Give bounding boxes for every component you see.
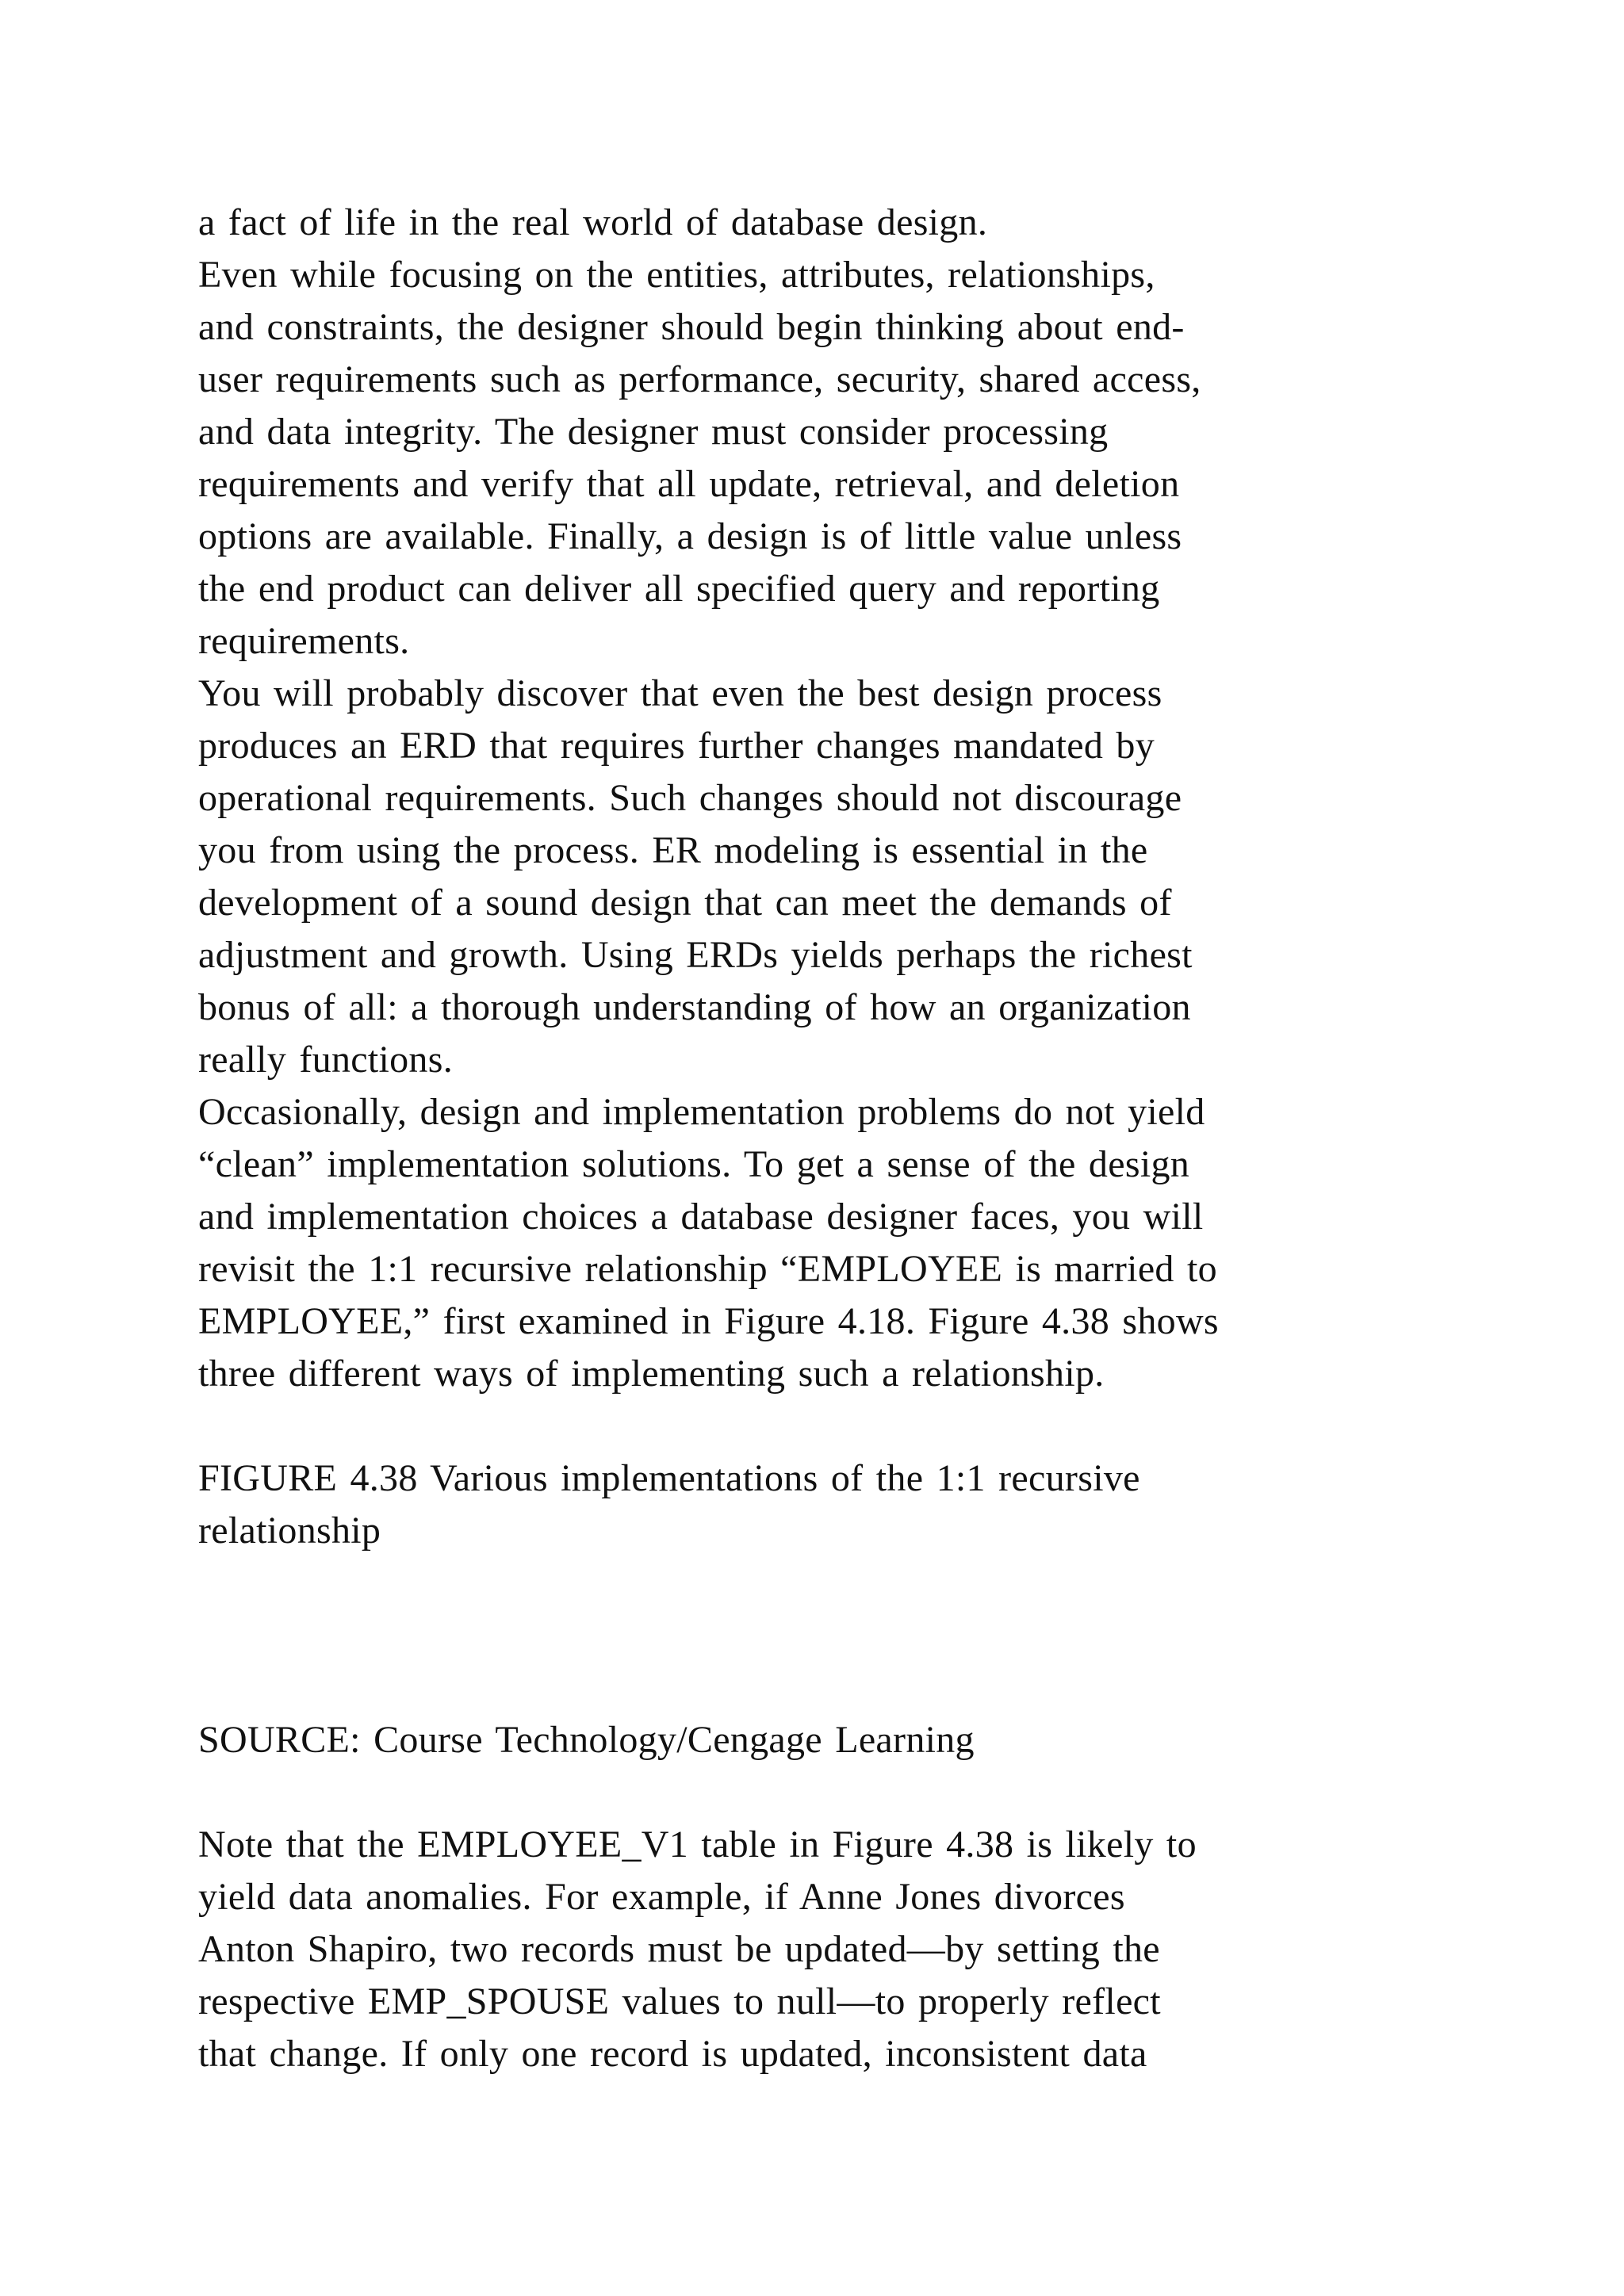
paragraph-requirements	[198, 249, 1435, 668]
source-credit: SOURCE: Course Technology/Cengage Learning	[198, 1719, 975, 1761]
caption-line: FIGURE 4.38 Various implementations of the 1:1 recursive	[198, 1457, 1140, 1499]
text-line: produces an ERD that requires further changes mandated by	[198, 725, 1155, 767]
text-line: yield data anomalies. For example, if Anne Jones divorces	[198, 1876, 1125, 1918]
text-line: you from using the process. ER modeling is essential in the	[198, 829, 1148, 871]
text-line: “clean” implementation solutions. To get a sense of the design	[198, 1143, 1190, 1185]
text-line: the end product can deliver all specified query and reporting	[198, 568, 1160, 610]
text-line: that change. If only one record is updated, inconsistent data	[198, 2033, 1147, 2075]
text-line: three different ways of implementing such a relationship.	[198, 1353, 1105, 1395]
text-line: and data integrity. The designer must consider processing	[198, 411, 1109, 453]
text-line: EMPLOYEE,” first examined in Figure 4.18. Figure 4.38 shows	[198, 1300, 1219, 1342]
paragraph-erd-changes	[198, 668, 1435, 1086]
text-line: requirements.	[198, 620, 410, 662]
text-line: a fact of life in the real world of database design.	[198, 201, 988, 243]
text-line: Even while focusing on the entities, attributes, relationships,	[198, 254, 1155, 296]
figure-placeholder	[198, 1557, 1435, 1714]
text-line: bonus of all: a thorough understanding of how an organization	[198, 986, 1191, 1028]
text-line: requirements and verify that all update, retrieval, and deletion	[198, 463, 1180, 505]
paragraph-intro	[198, 197, 1435, 249]
paragraph-spacer	[198, 1400, 1435, 1452]
text-line: and implementation choices a database designer faces, you will	[198, 1196, 1204, 1238]
text-line: adjustment and growth. Using ERDs yields perhaps the richest	[198, 934, 1193, 976]
document-page	[198, 197, 1435, 2080]
text-line: really functions.	[198, 1039, 454, 1081]
paragraph-implementation	[198, 1086, 1435, 1400]
text-line: user requirements such as performance, security, shared access,	[198, 358, 1201, 400]
paragraph-anomalies	[198, 1819, 1435, 2080]
figure-caption	[198, 1452, 1435, 1557]
text-line: and constraints, the designer should begin thinking about end-	[198, 306, 1185, 348]
text-line: Note that the EMPLOYEE_V1 table in Figure 4.38 is likely to	[198, 1823, 1197, 1866]
text-line: development of a sound design that can meet the demands of	[198, 882, 1172, 924]
text-line: operational requirements. Such changes should not discourage	[198, 777, 1182, 819]
text-line: options are available. Finally, a design is of little value unless	[198, 515, 1182, 557]
text-line: You will probably discover that even the best design process	[198, 672, 1162, 714]
paragraph-spacer	[198, 1766, 1435, 1819]
text-line: Occasionally, design and implementation problems do not yield	[198, 1091, 1205, 1133]
text-line: revisit the 1:1 recursive relationship “EMPLOYEE is married to	[198, 1248, 1217, 1290]
text-line: Anton Shapiro, two records must be updated—by setting the	[198, 1928, 1160, 1970]
caption-line: relationship	[198, 1510, 381, 1552]
text-line: respective EMP_SPOUSE values to null—to properly reflect	[198, 1980, 1161, 2022]
